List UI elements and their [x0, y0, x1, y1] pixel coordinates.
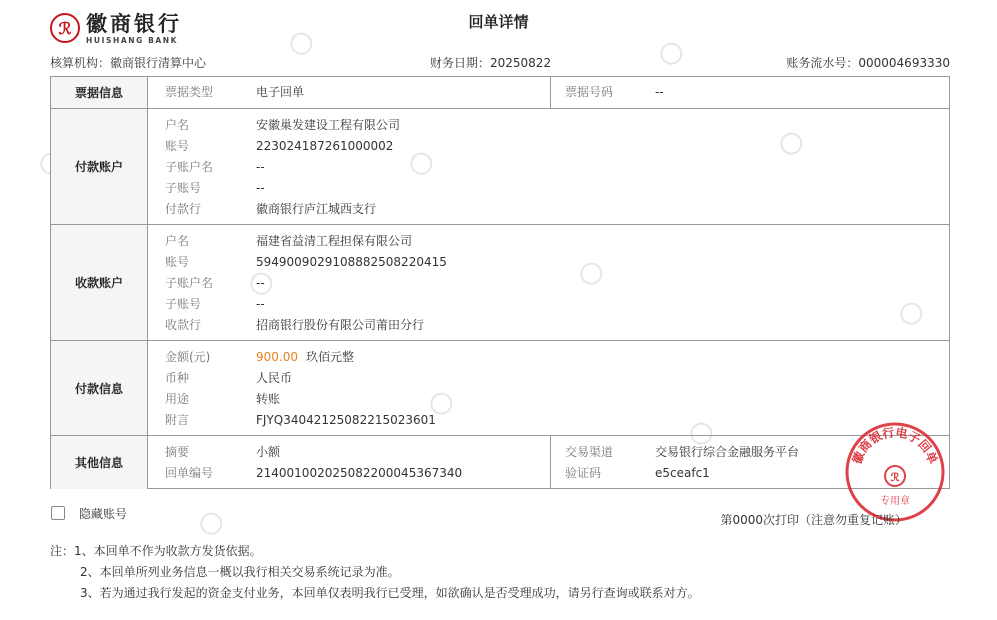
- payer-subname-label: 子账户名: [165, 160, 214, 174]
- section-head: 票据信息: [51, 77, 148, 108]
- note-line: 3、若为通过我行发起的资金支付业务，本回单仅表明我行已受理，如欲确认是否受理成功，请另行查询或联系对方。: [80, 586, 700, 600]
- hide-account-label[interactable]: 隐藏账号: [79, 506, 128, 521]
- currency-label: 币种: [165, 371, 190, 385]
- payee-account-label: 账号: [165, 255, 190, 269]
- section-head: 其他信息: [51, 436, 148, 489]
- section-head: 收款账户: [51, 225, 148, 340]
- payee-name-label: 户名: [165, 234, 190, 248]
- divider: [550, 77, 551, 108]
- payer-account-value: 223024187261000002: [256, 139, 394, 153]
- payer-name-label: 户名: [165, 118, 190, 132]
- code-value: e5ceafc1: [655, 466, 710, 480]
- payer-account-label: 账号: [165, 139, 190, 153]
- divider: [550, 436, 551, 489]
- payee-account-value: 5949009029108882508220415: [256, 255, 447, 269]
- amount-label: 金额(元): [165, 350, 211, 364]
- section-head: 付款信息: [51, 341, 148, 435]
- notes: [50, 541, 700, 604]
- note-line: 注：1、本回单不作为收款方发货依据。: [50, 544, 262, 558]
- watermark: [197, 506, 230, 538]
- note-line: 2、本回单所列业务信息一概以我行相关交易系统记录为准。: [80, 565, 400, 579]
- remark-label: 附言: [165, 413, 190, 427]
- payer-subname-value: --: [256, 160, 265, 174]
- print-count-text: 第0000次打印（注意勿重复记账）: [720, 513, 907, 527]
- payee-subname-value: --: [256, 276, 265, 290]
- stamp-ring-text: 徽商银行电子回单: [849, 425, 941, 466]
- date-text: 财务日期：20250822: [430, 56, 552, 70]
- payer-name-value: 安徽巢发建设工程有限公司: [256, 118, 401, 132]
- svg-text:ℛ: ℛ: [890, 471, 900, 484]
- amount-value: 900.00: [256, 350, 298, 364]
- purpose-label: 用途: [165, 392, 190, 406]
- meta-row: [50, 54, 950, 70]
- serial-text: 账务流水号：000004693330: [786, 56, 950, 70]
- ticket-no-value: --: [655, 85, 664, 99]
- payee-name-value: 福建省益清工程担保有限公司: [256, 234, 413, 248]
- code-label: 验证码: [565, 466, 602, 480]
- payer-bank-label: 付款行: [165, 202, 202, 216]
- section-ticket: [51, 77, 949, 109]
- channel-value: 交易银行综合金融服务平台: [655, 445, 800, 459]
- section-head: 付款账户: [51, 109, 148, 224]
- payee-subaccount-value: --: [256, 297, 265, 311]
- bank-logo-icon: ℛ: [50, 13, 80, 43]
- stamp-bottom-text: 专用章: [880, 496, 910, 507]
- amount-cn: 玖佰元整: [306, 350, 355, 364]
- payer-subaccount-label: 子账号: [165, 181, 202, 195]
- ticket-type-value: 电子回单: [256, 85, 305, 99]
- hide-account-checkbox[interactable]: [51, 506, 65, 520]
- channel-label: 交易渠道: [565, 445, 614, 459]
- summary-label: 摘要: [165, 445, 190, 459]
- section-payment: [51, 341, 949, 436]
- ticket-no-label: 票据号码: [565, 85, 614, 99]
- payer-subaccount-value: --: [256, 181, 265, 195]
- receipt-table: [50, 76, 950, 489]
- payee-bank-label: 收款行: [165, 318, 202, 332]
- payee-subname-label: 子账户名: [165, 276, 214, 290]
- purpose-value: 转账: [256, 392, 281, 406]
- payee-bank-value: 招商银行股份有限公司莆田分行: [256, 318, 425, 332]
- receipt-no-label: 回单编号: [165, 466, 214, 480]
- bank-name: 徽商银行: [86, 11, 182, 36]
- payer-bank-value: 徽商银行庐江城西支行: [256, 202, 377, 216]
- remark-value: FJYQ34042125082215023601: [256, 413, 436, 427]
- svg-text:徽商银行电子回单: [849, 424, 941, 466]
- section-payee: [51, 225, 949, 341]
- summary-value: 小额: [256, 445, 281, 459]
- page-title: 回单详情: [468, 13, 529, 31]
- official-stamp: [843, 420, 947, 524]
- payee-subaccount-label: 子账号: [165, 297, 202, 311]
- currency-value: 人民币: [256, 371, 293, 385]
- receipt-no-value: 214001002025082200045367340: [256, 466, 463, 480]
- section-payer: [51, 109, 949, 225]
- ticket-type-label: 票据类型: [165, 85, 214, 99]
- org-text: 核算机构：徽商银行清算中心: [50, 56, 207, 70]
- hide-account-row[interactable]: [51, 504, 127, 522]
- bank-name-en: HUISHANG BANK: [86, 35, 179, 45]
- section-other: [51, 436, 949, 489]
